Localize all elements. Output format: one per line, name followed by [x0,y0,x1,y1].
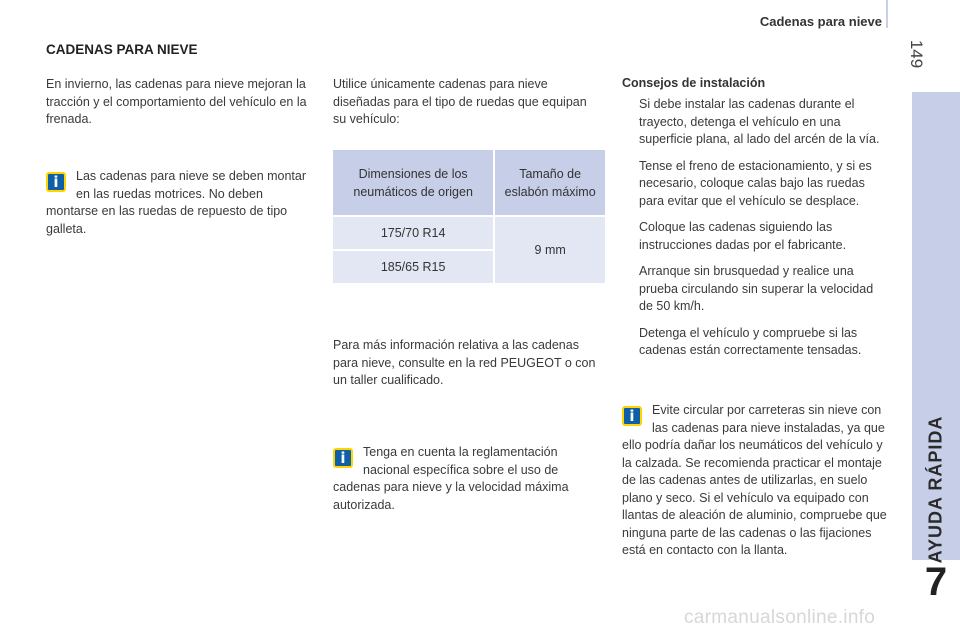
header-divider [886,0,888,28]
intro-paragraph: En invierno, las cadenas para nieve mejoran la tracción y el comportamiento del vehículo en la frenada. [46,77,307,126]
info-icon: i [333,448,353,468]
list-item [622,96,890,149]
info-note-regulations [333,444,595,514]
list-item [622,219,890,254]
more-info-paragraph: Para más información relativa a las cadenas para nieve, consulte en la red PEUGEOT o con un taller cualificado. [333,338,596,387]
list-item [622,158,890,211]
chapter-side-tab [912,92,960,564]
usage-paragraph: Utilice únicamente cadenas para nieve diseñadas para el tipo de ruedas que equipan su vehículo: [333,77,587,126]
tire-size-cell: 185/65 R15 [333,250,494,284]
info-icon: i [622,406,642,426]
installation-tips-heading: Consejos de instalación [622,76,766,90]
table-row [333,216,605,250]
tip-text: Si debe instalar las cadenas durante el trayecto, detenga el vehículo en una superficie plana, al lado del arcén de la vía. [639,97,880,146]
tip-text: Detenga el vehículo y compruebe si las cadenas están correctamente tensadas. [639,325,862,357]
info-note-snowless-roads [622,402,890,560]
tip-text: Tense el freno de estacionamiento, y si es necesario, coloque calas bajo las ruedas para evitar que el vehículo se desplace. [639,158,872,208]
table-header-row [333,150,605,216]
tire-size-cell: 175/70 R14 [333,216,494,250]
page-header-title: Cadenas para nieve [759,14,882,29]
info-note-text: Tenga en cuenta la reglamentación nacional específica sobre el uso de cadenas para nieve y la velocidad máxima autorizada. [333,445,569,512]
chapter-tab-label-wrap [912,92,960,564]
table-header-link-size: Tamaño de eslabón máximo [494,150,605,216]
info-note-text: Evite circular por carreteras sin nieve con las cadenas para nieve instaladas, ya que ello podría dañar los neumáticos del vehículo y la calzada. Se recomienda practicar el montaje de las cadenas antes de utilizarlas, en suelo plano y seco. Si el vehículo va equipado con llantas de aleación de aluminio, compruebe que ninguna parte de las cadenas o las fijaciones está en contacto con la llanta. [622,403,887,557]
list-item [622,263,890,316]
table-header-tire-size: Dimensiones de los neumáticos de origen [333,150,494,216]
list-item [622,325,890,360]
tire-size-table [333,150,605,285]
tip-text: Arranque sin brusquedad y realice una prueba circulando sin superar la velocidad de 50 km/h. [639,264,874,313]
chapter-tab-label: AYUDA RÁPIDA [925,415,946,564]
info-icon: i [46,172,66,192]
max-link-cell: 9 mm [494,216,605,284]
info-note-text: Las cadenas para nieve se deben montar en las ruedas motrices. No deben montarse en las ruedas de repuesto de tipo galleta. [46,169,307,236]
info-note-drive-wheels [46,168,314,238]
watermark: carmanualsonline.info [684,607,876,628]
installation-tips-list [622,96,890,369]
page-number: 149 [907,39,926,69]
chapter-number: 7 [924,560,948,604]
tip-text: Coloque las cadenas siguiendo las instrucciones dadas por el fabricante. [639,220,847,252]
section-title: CADENAS PARA NIEVE [46,42,198,57]
